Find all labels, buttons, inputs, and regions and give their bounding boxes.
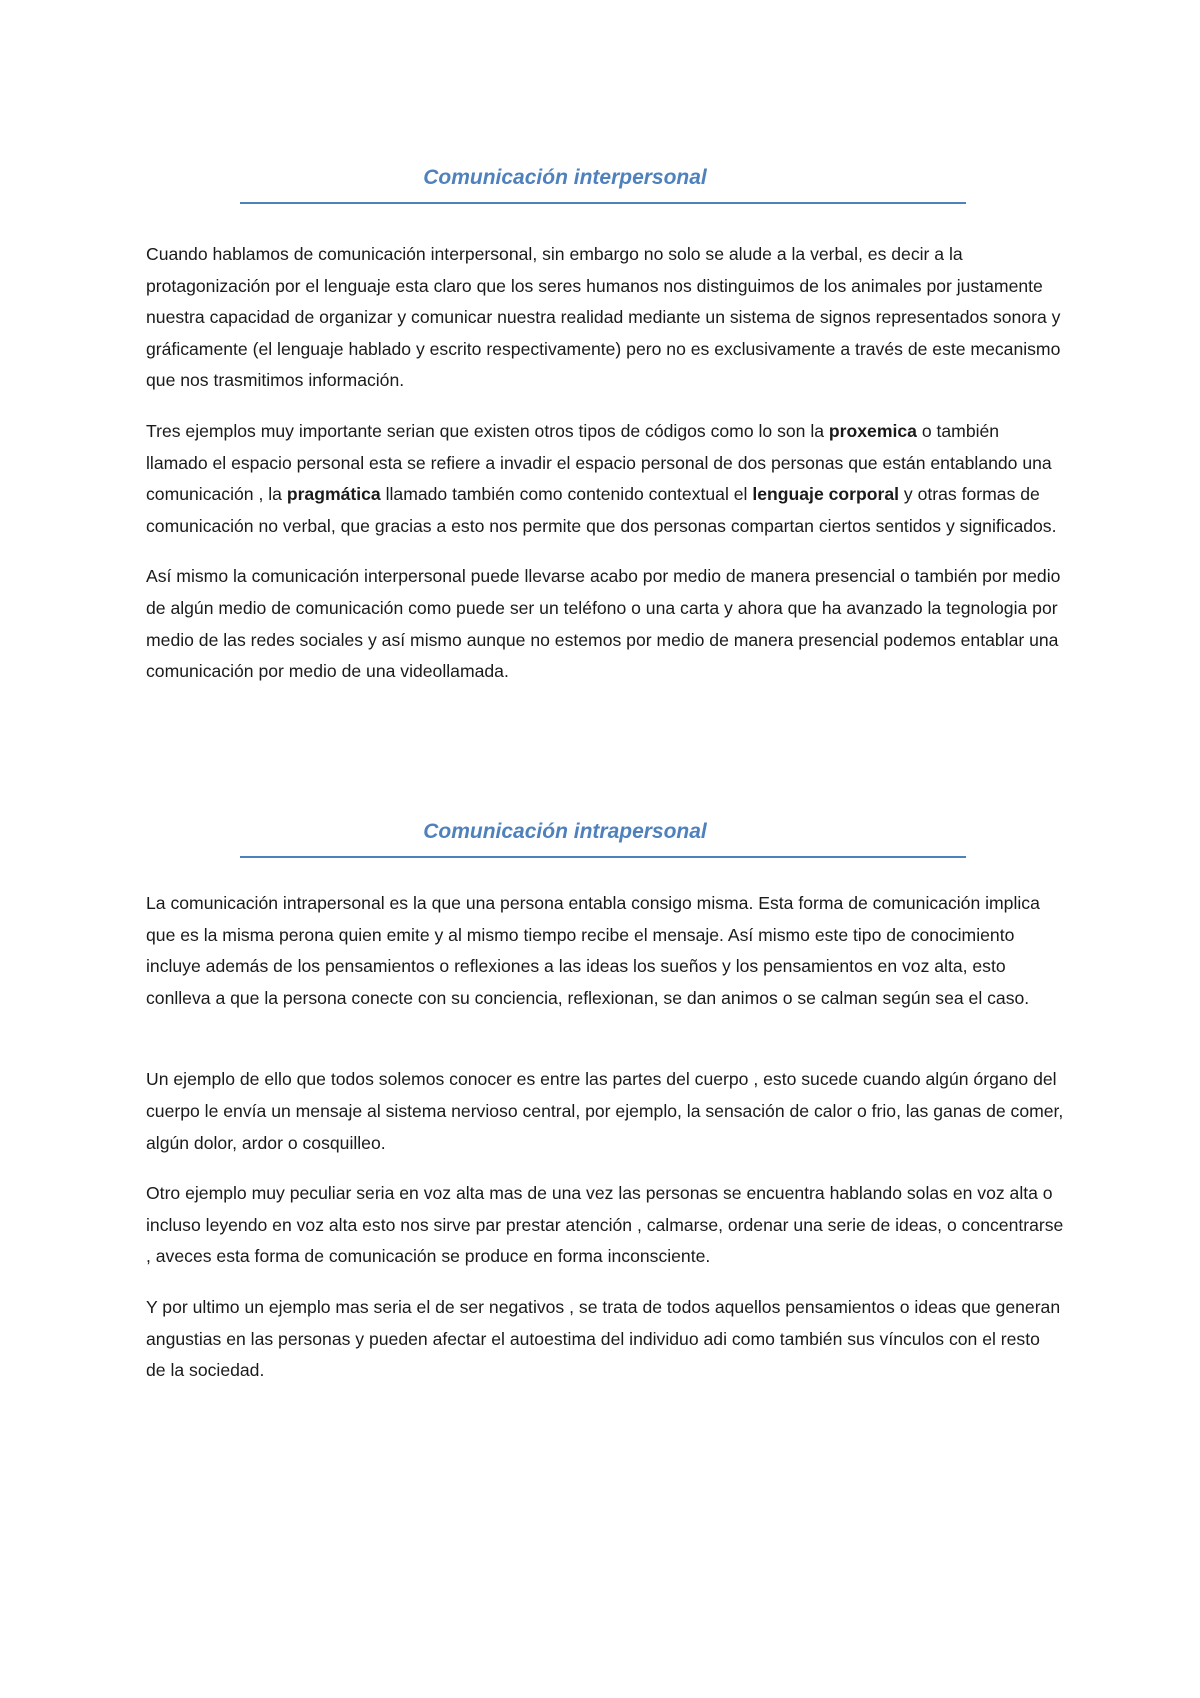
paragraph [146, 416, 1064, 542]
paragraph: Y por ultimo un ejemplo mas seria el de ser negativos , se trata de todos aquellos pensamientos o ideas que generan angustias en las personas y pueden afectar el autoestima del individuo adi como también sus vínculos con el resto de la sociedad. [146, 1296, 1061, 1381]
section-heading: Comunicación intrapersonal [423, 820, 707, 843]
text-run: llamado también como contenido contextual el [380, 484, 753, 505]
paragraph: Cuando hablamos de comunicación interpersonal, sin embargo no solo se alude a la verbal, es decir a la protagonización por el lenguaje esta claro que los seres humanos nos distinguimos de los animales por justamente nuestra capacidad de organizar y comunicar nuestra realidad mediante un sistema de signos representados sonora y gráficamente (el lenguaje hablado y escrito respectivamente) pero no es exclusivamente a través de este mecanismo que nos trasmitimos información. [146, 244, 1061, 391]
section-heading: Comunicación interpersonal [423, 166, 707, 189]
heading-underline [240, 202, 966, 204]
paragraph: Así mismo la comunicación interpersonal puede llevarse acabo por medio de manera presencial o también por medio de algún medio de comunicación como puede ser un teléfono o una carta y ahora que ha avanzado la tegnologia por medio de las redes sociales y así mismo aunque no estemos por medio de manera presencial podemos entablar una comunicación por medio de una videollamada. [146, 566, 1061, 682]
bold-term: lenguaje corporal [752, 484, 900, 505]
section-interpersonal [146, 166, 1064, 688]
paragraph: Otro ejemplo muy peculiar seria en voz alta mas de una vez las personas se encuentra hablando solas en voz alta o incluso leyendo en voz alta esto nos sirve par prestar atención , calmarse, ordenar una serie de ideas, o concentrarse , aveces esta forma de comunicación se produce en forma inconsciente. [146, 1183, 1064, 1267]
heading-underline [240, 856, 966, 858]
bold-term: pragmática [286, 484, 381, 505]
bold-term: proxemica [828, 420, 917, 441]
text-run: Tres ejemplos muy importante serian que existen otros tipos de códigos como lo son la [146, 420, 829, 441]
paragraph: Un ejemplo de ello que todos solemos conocer es entre las partes del cuerpo , esto sucede cuando algún órgano del cuerpo le envía un mensaje al sistema nervioso central, por ejemplo, la sensación de calor o frio, las ganas de comer, algún dolor, ardor o cosquilleo. [146, 1069, 1064, 1153]
text-run: y otras formas de comunicación no verbal, que gracias a esto nos permite que dos personas compartan ciertos sentidos y significados. [146, 484, 1057, 536]
paragraph: La comunicación intrapersonal es la que una persona entabla consigo misma. Esta forma de comunicación implica que es la misma perona quien emite y al mismo tiempo recibe el mensaje. Así mismo este tipo de conocimiento incluye además de los pensamientos o reflexiones a las ideas los sueños y los pensamientos en voz alta, esto conlleva a que la persona conecte con su conciencia, reflexionan, se dan animos o se calman según sea el caso. [146, 893, 1040, 1008]
text-run: o también llamado el espacio personal esta se refiere a invadir el espacio personal de dos personas que están entablando una comunicación , la [146, 420, 1052, 505]
section-intrapersonal [146, 820, 1064, 1387]
